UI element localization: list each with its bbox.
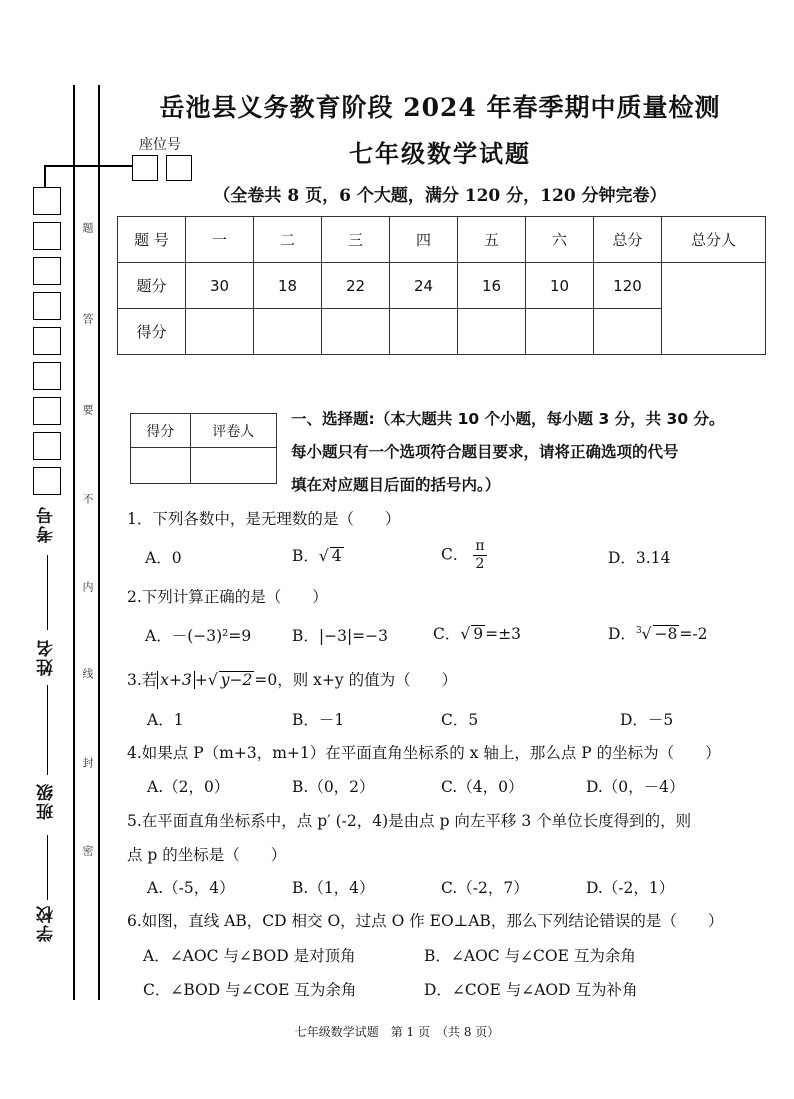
table-cell: 得分 bbox=[131, 414, 191, 448]
table-cell: 得分 bbox=[118, 309, 186, 355]
binding-rule-right bbox=[98, 85, 100, 1000]
exam-no-box[interactable] bbox=[33, 327, 61, 355]
exam-no-box[interactable] bbox=[33, 257, 61, 285]
score-entry-cell[interactable] bbox=[254, 309, 322, 355]
option-b[interactable]: B.（1，4） bbox=[292, 879, 375, 897]
exam-no-box[interactable] bbox=[33, 362, 61, 390]
table-cell: 120 bbox=[594, 263, 662, 309]
option-a[interactable]: A．－(−3)²=9 bbox=[145, 627, 252, 645]
option-c[interactable]: C．∠BOD 与∠COE 互为余角 bbox=[143, 981, 357, 999]
option-b[interactable]: B．∠AOC 与∠COE 互为余角 bbox=[424, 947, 636, 965]
score-entry-cell[interactable] bbox=[390, 309, 458, 355]
exam-no-box[interactable] bbox=[33, 292, 61, 320]
table-cell: 22 bbox=[322, 263, 390, 309]
name-line[interactable] bbox=[47, 555, 48, 630]
option-c[interactable]: C．5 bbox=[441, 711, 479, 729]
table-cell: 三 bbox=[322, 217, 390, 263]
fraction bbox=[473, 538, 486, 573]
school-label: 学校 bbox=[37, 904, 57, 942]
option-b[interactable] bbox=[292, 544, 344, 566]
section-heading-line: 填在对应题目后面的括号内。） bbox=[291, 476, 501, 494]
grader-entry-cell[interactable] bbox=[190, 448, 276, 484]
section-heading-line: 每小题只有一个选项符合题目要求，请将正确选项的代号 bbox=[291, 443, 679, 461]
sqrt-sign: √ bbox=[318, 547, 329, 565]
school-line[interactable] bbox=[47, 835, 48, 900]
seal-char: 答 bbox=[81, 313, 94, 324]
option-d[interactable] bbox=[608, 622, 708, 644]
option-d[interactable]: D．－5 bbox=[620, 711, 674, 729]
score-entry-cell[interactable] bbox=[594, 309, 662, 355]
seal-char: 不 bbox=[81, 493, 94, 504]
table-row bbox=[118, 217, 766, 263]
score-table bbox=[117, 216, 766, 355]
question-stem: 4.如果点 P（m+3，m+1）在平面直角坐标系的 x 轴上，那么点 P 的坐标为（ ） bbox=[127, 744, 721, 762]
option-label: C． bbox=[441, 545, 469, 564]
expression-tail: =±3 bbox=[485, 625, 521, 643]
option-a[interactable]: A.（-5，4） bbox=[147, 879, 235, 897]
seal-char: 内 bbox=[81, 581, 94, 592]
score-entry-cell[interactable] bbox=[526, 309, 594, 355]
table-row bbox=[118, 263, 766, 309]
table-cell: 五 bbox=[458, 217, 526, 263]
table-cell: 总分 bbox=[594, 217, 662, 263]
exam-no-label: 考号 bbox=[37, 505, 57, 543]
exam-note: （全卷共 8 页，6 个大题，满分 120 分，120 分钟完卷） bbox=[213, 186, 667, 206]
page-footer: 七年级数学试题 第 1 页 （共 8 页） bbox=[294, 1025, 500, 1039]
table-cell: 30 bbox=[186, 263, 254, 309]
seal-char: 题 bbox=[81, 222, 94, 233]
score-entry-cell[interactable] bbox=[131, 448, 191, 484]
table-cell: 题 号 bbox=[118, 217, 186, 263]
name-label: 姓名 bbox=[37, 638, 57, 676]
seal-char: 线 bbox=[81, 668, 94, 679]
exam-no-box[interactable] bbox=[33, 222, 61, 250]
option-d[interactable]: D.（0，－4） bbox=[586, 778, 685, 796]
option-a[interactable]: A．∠AOC 与∠BOD 是对顶角 bbox=[143, 947, 356, 965]
table-cell: 18 bbox=[254, 263, 322, 309]
exam-no-box[interactable] bbox=[33, 467, 61, 495]
total-scorer-cell[interactable] bbox=[662, 263, 766, 355]
binding-rule-left bbox=[73, 85, 75, 1000]
radicand: 4 bbox=[331, 547, 342, 565]
exam-no-connector bbox=[44, 165, 46, 187]
radicand: 9 bbox=[473, 625, 484, 643]
sqrt-sign: √ bbox=[641, 625, 652, 643]
seal-char: 封 bbox=[81, 757, 94, 768]
option-a[interactable]: A．0 bbox=[145, 549, 182, 567]
table-cell: 一 bbox=[186, 217, 254, 263]
exam-no-connector-top bbox=[44, 165, 132, 167]
numerator: π bbox=[475, 538, 485, 554]
table-cell: 24 bbox=[390, 263, 458, 309]
option-label: B． bbox=[292, 547, 319, 565]
seal-char: 要 bbox=[81, 404, 94, 415]
page-subtitle: 七年级数学试题 bbox=[349, 139, 531, 168]
table-cell: 题分 bbox=[118, 263, 186, 309]
question-stem-cont: 点 p 的坐标是（ ） bbox=[127, 846, 287, 864]
option-c[interactable] bbox=[441, 538, 487, 573]
table-cell: 总分人 bbox=[662, 217, 766, 263]
radicand bbox=[219, 671, 255, 688]
radicand-expression: y−2 bbox=[220, 671, 253, 689]
section-heading bbox=[291, 403, 751, 502]
option-b[interactable]: B．|−3|=−3 bbox=[292, 627, 389, 645]
expression-tail: =-2 bbox=[679, 625, 708, 643]
question-stem: 5.在平面直角坐标系中，点 p′ (-2，4)是由点 p 向左平移 3 个单位长度得到的，则 bbox=[127, 812, 692, 830]
class-label: 班级 bbox=[37, 782, 57, 820]
table-cell: 10 bbox=[526, 263, 594, 309]
table-cell: 16 bbox=[458, 263, 526, 309]
class-line[interactable] bbox=[47, 685, 48, 775]
root-index: 3 bbox=[635, 625, 642, 636]
table-cell: 二 bbox=[254, 217, 322, 263]
score-entry-cell[interactable] bbox=[322, 309, 390, 355]
sqrt-sign: √ bbox=[460, 625, 471, 643]
question-stem: 6.如图，直线 AB，CD 相交 O，过点 O 作 EO⊥AB，那么下列结论错误的是（ ） bbox=[127, 912, 724, 930]
question-stem: 1．下列各数中，是无理数的是（ ） bbox=[127, 510, 401, 528]
page-title: 岳池县义务教育阶段 2024 年春季期中质量检测 bbox=[159, 93, 721, 122]
option-c[interactable]: C.（-2，7） bbox=[441, 879, 529, 897]
exam-no-box[interactable] bbox=[33, 187, 61, 215]
option-b[interactable]: B．－1 bbox=[292, 711, 345, 729]
table-row bbox=[131, 414, 277, 448]
option-c[interactable] bbox=[433, 622, 521, 644]
abs-expression: x+3 bbox=[160, 671, 192, 689]
option-c[interactable]: C.（4，0） bbox=[441, 778, 524, 796]
exam-no-box[interactable] bbox=[33, 432, 61, 460]
option-a[interactable]: A．1 bbox=[147, 711, 184, 729]
table-cell: 评卷人 bbox=[190, 414, 276, 448]
option-d[interactable]: D．∠COE 与∠AOD 互为补角 bbox=[424, 981, 638, 999]
table-cell: 六 bbox=[526, 217, 594, 263]
question-stem bbox=[127, 668, 457, 690]
exam-no-box[interactable] bbox=[33, 397, 61, 425]
table-cell: 四 bbox=[390, 217, 458, 263]
radicand: −8 bbox=[654, 625, 678, 643]
section-heading-line: 一、选择题:（本大题共 10 个小题，每小题 3 分，共 30 分。 bbox=[291, 410, 725, 428]
score-entry-cell[interactable] bbox=[458, 309, 526, 355]
option-d[interactable]: D．3.14 bbox=[608, 549, 671, 567]
denominator: 2 bbox=[475, 556, 485, 572]
plus-sign: + bbox=[194, 671, 208, 689]
seat-label: 座位号 bbox=[139, 137, 181, 153]
seal-char: 密 bbox=[81, 845, 94, 856]
absolute-value bbox=[157, 671, 195, 689]
grader-table bbox=[130, 413, 277, 484]
stem-text: =0，则 x+y 的值为（ ） bbox=[254, 671, 458, 689]
sqrt-sign: √ bbox=[207, 671, 218, 689]
option-b[interactable]: B.（0，2） bbox=[292, 778, 375, 796]
score-entry-cell[interactable] bbox=[186, 309, 254, 355]
option-d[interactable]: D.（-2，1） bbox=[586, 879, 675, 897]
option-label: C． bbox=[433, 625, 461, 643]
stem-text: 3.若 bbox=[127, 671, 158, 689]
option-a[interactable]: A.（2，0） bbox=[147, 778, 230, 796]
question-stem: 2.下列计算正确的是（ ） bbox=[127, 588, 328, 606]
table-row bbox=[131, 448, 277, 484]
option-label: D． bbox=[608, 625, 636, 643]
